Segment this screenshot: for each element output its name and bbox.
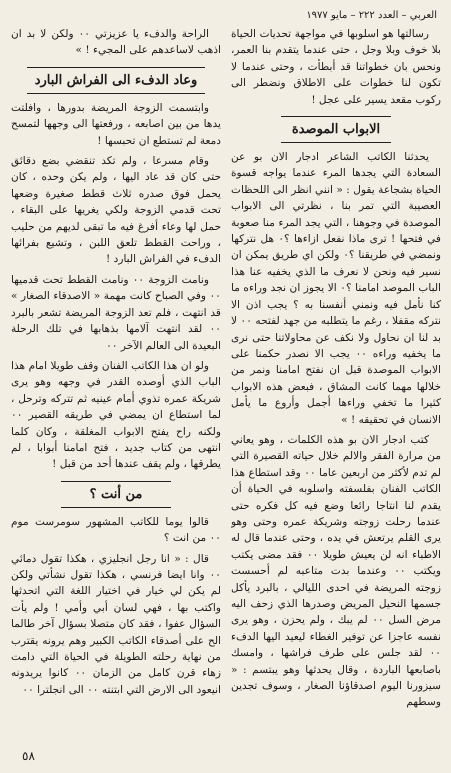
page-number: ٥٨ bbox=[22, 749, 35, 763]
body-paragraph: وابتسمت الزوجة المريضة بدورها ، وافلتت يدها من بين اصابعه ، ورفعتها الى وجهها لتمسح دمعة لم تستطع ان تحبسها ! bbox=[11, 101, 221, 147]
right-column bbox=[231, 26, 441, 743]
body-paragraph: يحدثنا الكاتب الشاعر ادجار الان بو عن السعادة التي يجدها المرء عندما يواجه قسوة الحياة بشجاعة يقول : « انني انظر الى اللحظات العصيبة التي تمر بنا ، نظرتي الى الابواب الموصدة في وجوهنا ، التي يجد المرء منا صعوبة في فتحها ! ترى ماذا نفعل ازاءها ؟٠ هل نتركها ونمضي في طريقنا ؟٠ ولكن اي طريق يمكن ان نسير فيه ونحن لا نعرف ما الذي يخفيه عنا هذا الباب الموصد امامنا ؟٠ الا يجوز ان نجد وراءه ما كنا نأمل فيه ونمني أنفسنا به ؟ يجب اذن الا نتركه مقفلا ، رغم ما يتطلبه من جهد لفتحه ٠٠ لا بد لنا ان نحاول ولا نكف عن محاولاتنا حتى نرى ما يخفيه وراءه ٠٠ يجب الا نصدر حكمنا على الابواب الموصدة قبل ان نفتح امامنا ونمر من خلالها مهما كانت المشاق ، فبعض هذه الابواب كثيرا ما تخفي وراءها أجمل وأروع ما يأمل الانسان في تحقيقه ! » bbox=[231, 151, 441, 426]
left-column bbox=[11, 26, 221, 743]
body-paragraph: ولو ان هذا الكاتب الفنان وقف طويلا امام هذا الباب الذي أوصده القدر في وجهه وهو يرى شريكة عمره تذوي أمام عينيه ثم تتركه وترحل ، لما استطاع ان يمضي في طريقه القصير ٠٠ ولكنه راح يفتح الابواب المغلقة ، وكان كلما انتهى من كتاب جديد ، فتح امامنا أبوابا ، لم يطرقها ، ولم يقف عندها أحد من قبل ! bbox=[11, 359, 221, 471]
body-paragraph: قال : « انا رجل انجليزي ، هكذا تقول دمائي ٠٠ وانا ايضا فرنسي ، هكذا تقول نشأتي ولكن لم يكن لي خيار في اختيار اللغة التي اتحدثها واكتب بها ، فهي لسان أبي وأمي ! ولم يأت السؤال عفوا ، فقد كان متصلا بسؤال آخر طالما الح على أصدقاء الكاتب الكبير وهم يرونه يقترب من نهاية رحلته الطويلة في الحياة التي دامت زهاء قرن كامل من الزمان ٠٠ كانوا يريدونه انيعود الى الارض التي ابتنته ٠٠ الى انجلترا ٠٠ bbox=[11, 552, 221, 696]
intro-paragraph: رسالتها هو اسلوبها في مواجهة تحديات الحياة بلا خوف وبلا وجل ، حتى عندما يتقدم بنا العمر، ونحس بان خطواتنا قد أبطأت ، وحتى عندما لا تكون لنا خطوات على الاطلاق ونضطر الى ركوب مقعد يسير على عجل ! bbox=[231, 28, 441, 106]
body-paragraph: قالوا يوما للكاتب المشهور سومرست موم ٠٠ من انت ؟ bbox=[11, 515, 221, 545]
section-heading-text: من أنت ؟ bbox=[89, 486, 143, 502]
section-heading-text: وعاد الدفء الى الفراش البارد bbox=[34, 72, 198, 88]
section-heading-closed-doors bbox=[281, 116, 391, 143]
body-paragraph: ونامت الزوجة ٠٠ ونامت القطط تحت قدميها ٠٠ وفي الصباح كانت مهمة « الاصدقاء الصغار » قد انتهت ، فلم تعد الزوجة المريضة تشعر بالبرد ٠٠ لقد انتهت آلامها بذهابها في تلك الرحلة البعيدة الى العالم الآخر ٠٠ bbox=[11, 273, 221, 352]
continuation-paragraph: الراحة والدفء يا عزيزتي ٠٠ ولكن لا بد ان اذهب لاساعدهم على المجيء ! » bbox=[11, 28, 221, 57]
two-column-body bbox=[10, 26, 441, 743]
section-heading-who-are-you bbox=[61, 481, 171, 508]
running-head: العربي – العدد ٢٢٢ – مايو ١٩٧٧ bbox=[306, 10, 437, 21]
section-heading-text: الابواب الموصدة bbox=[291, 122, 381, 138]
body-paragraph: وقام مسرعا ، ولم تكد تنقضي بضع دقائق حتى كان قد عاد اليها ، ولم يكن وحده ، كان يحمل فوق صدره ثلاث قطط صغيرة وضعها تحت قدمي الزوجة ولكي يغريها على البقاء ، حمل لها وعاء أفرغ فيه ما تبقى لديهم من حليب ، وراحت القطط تلعق اللبن ، وتشيع بفرائها الدفء في الفراش البارد ! bbox=[11, 155, 221, 266]
section-heading-warmth bbox=[27, 67, 205, 94]
body-paragraph: كتب ادجار الان بو هذه الكلمات ، وهو يعاني من مرارة الفقر والالم خلال حياته القصيرة التي لم تدم لأكثر من اربعين عاما ٠٠ وقد استطاع هذا الكاتب الفنان بفلسفته واسلوبه في الحياة أن يقدم لنا انتاجا رائعا وضع فيه كل فكره حتى عندما رحلت زوجته وشريكة عمره وحتى وهو يرى القلم يرتعش في يده ، وحتى عندما قال له الاطباء انه لن يعيش طويلا ٠٠ فقد مضى يكتب ويكتب ٠٠ وعندما بدت متاعبه لم أحسست زوجته المريضة في احدى الليالي ، بالبرد يأكل جسمها النحيل المريض وصدرها الذي زحف اليه مرض السل ٠٠ لم يبك ، ولم يحزن ، وهو يرى نفسه عاجزا عن توفير الغطاء ليعيد اليها الدفء ٠٠ لقد جلس على طرف فراشها ، وامسك باصابعها الباردة ، وقال يحدثها وهو يبتسم : « سيزورنا اليوم اصدقاؤنا الصغار ، وسوف تجدين وسطهم bbox=[231, 433, 441, 709]
